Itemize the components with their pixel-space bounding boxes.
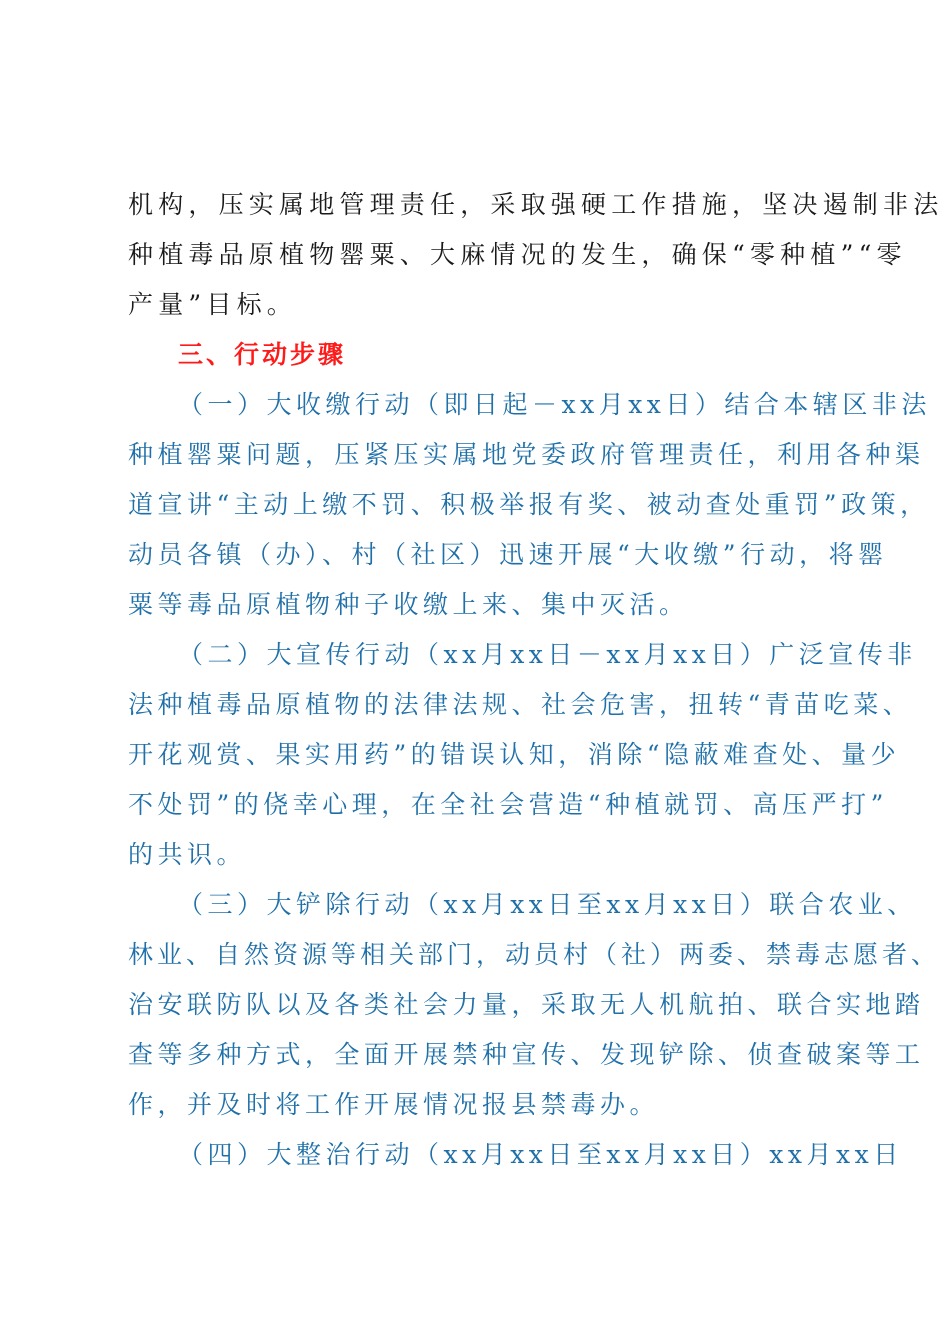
- step-line: 开花观赏、果实用药”的错误认知，消除“隐蔽难查处、量少: [128, 740, 901, 769]
- step-line: 种植罂粟问题，压紧压实属地党委政府管理责任，利用各种渠: [128, 440, 925, 469]
- step-line: （三）大铲除行动（xx月xx日至xx月xx日）联合农业、: [178, 890, 917, 919]
- step-line: 林业、自然资源等相关部门，动员村（社）两委、禁毒志愿者、: [128, 940, 941, 969]
- step-line: 作，并及时将工作开展情况报县禁毒办。: [128, 1090, 660, 1119]
- step-line: 法种植毒品原植物的法律法规、社会危害，扭转“青苗吃菜、: [128, 690, 913, 719]
- intro-line: 产量”目标。: [128, 290, 297, 319]
- step-line: （四）大整治行动（xx月xx日至xx月xx日）xx月xx日: [178, 1140, 903, 1169]
- intro-line: 种植毒品原植物罂粟、大麻情况的发生，确保“零种植”“零: [128, 240, 907, 269]
- step-line: 道宣讲“主动上缴不罚、积极举报有奖、被动查处重罚”政策，: [128, 490, 930, 519]
- intro-line: 机构，压实属地管理责任，采取强硬工作措施，坚决遏制非法: [128, 190, 944, 219]
- step-line: （二）大宣传行动（xx月xx日－xx月xx日）广泛宣传非: [178, 640, 917, 669]
- step-line: 查等多种方式，全面开展禁种宣传、发现铲除、侦查破案等工: [128, 1040, 925, 1069]
- step-line: 动员各镇（办）、村（社区）迅速开展“大收缴”行动，将罂: [128, 540, 888, 569]
- step-line: 治安联防队以及各类社会力量，采取无人机航拍、联合实地踏: [128, 990, 925, 1019]
- step-line: 粟等毒品原植物种子收缴上来、集中灭活。: [128, 590, 689, 619]
- step-line: （一）大收缴行动（即日起－xx月xx日）结合本辖区非法: [178, 390, 931, 419]
- section-heading: 三、行动步骤: [178, 340, 347, 369]
- step-line: 不处罚”的侥幸心理，在全社会营造“种植就罚、高压严打”: [128, 790, 888, 819]
- step-line: 的共识。: [128, 840, 247, 869]
